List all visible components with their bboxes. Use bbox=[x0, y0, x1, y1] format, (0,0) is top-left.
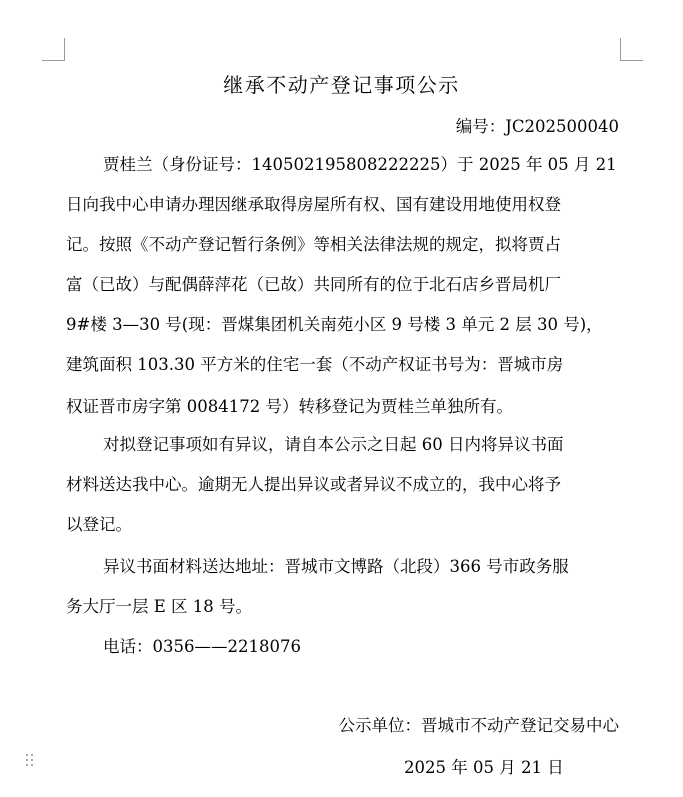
paragraph-line: 富（已故）与配偶薛萍花（已故）共同所有的位于北石店乡晋局机厂 bbox=[66, 275, 561, 294]
paragraph-line: 务大厅一层 E 区 18 号。 bbox=[66, 597, 253, 616]
paragraph-line: 9#楼 3—30 号(现：晋煤集团机关南苑小区 9 号楼 3 单元 2 层 30 号)， bbox=[66, 315, 603, 334]
document-number: 编号：JC202500040 bbox=[455, 117, 619, 136]
paragraph-line: 日向我中心申请办理因继承取得房屋所有权、国有建设用地使用权登 bbox=[66, 195, 561, 214]
paragraph-line: 建筑面积 103.30 平方米的住宅一套（不动产权证书号为：晋城市房 bbox=[66, 355, 564, 374]
drag-handle-icon[interactable] bbox=[24, 753, 36, 769]
paragraph-line: 对拟登记事项如有异议，请自本公示之日起 60 日内将异议书面 bbox=[103, 435, 564, 454]
paragraph-line: 权证晋市房字第 0084172 号）转移登记为贾桂兰单独所有。 bbox=[66, 397, 513, 416]
phone-line: 电话：0356——2218076 bbox=[103, 637, 301, 656]
page-margin-corner-top-right bbox=[620, 38, 643, 61]
paragraph-line: 记。按照《不动产登记暂行条例》等相关法律法规的规定，拟将贾占 bbox=[66, 235, 561, 254]
date-line: 2025 年 05 月 21 日 bbox=[404, 758, 564, 777]
page-margin-corner-top-left bbox=[42, 38, 65, 61]
paragraph-line: 以登记。 bbox=[66, 515, 132, 534]
paragraph-line: 贾桂兰（身份证号：140502195808222225）于 2025 年 05 月 21 bbox=[103, 155, 617, 174]
paragraph-line: 材料送达我中心。逾期无人提出异议或者异议不成立的，我中心将予 bbox=[66, 475, 561, 494]
paragraph-line: 异议书面材料送达地址：晋城市文博路（北段）366 号市政务服 bbox=[103, 557, 569, 576]
document-title: 继承不动产登记事项公示 bbox=[223, 73, 460, 97]
publisher-line: 公示单位：晋城市不动产登记交易中心 bbox=[338, 716, 619, 735]
